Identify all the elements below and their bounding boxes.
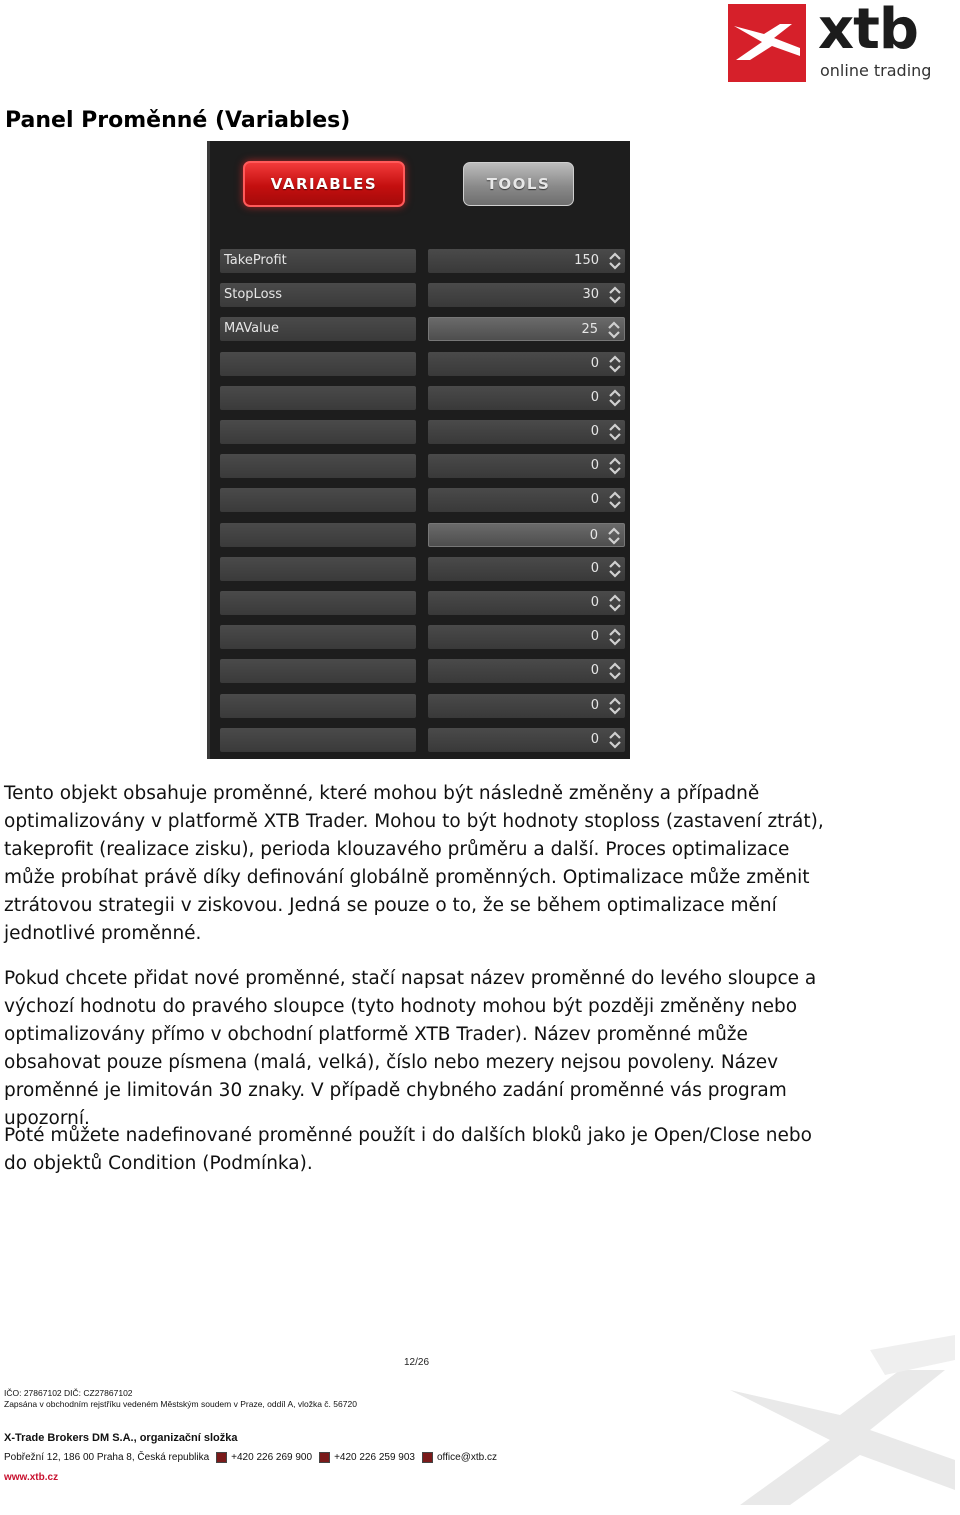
variable-name-input[interactable] [220,386,416,410]
variable-name-input[interactable] [220,659,416,683]
page-number: 12/26 [404,1357,430,1368]
variable-name-input[interactable] [220,694,416,718]
variable-name-input[interactable] [220,728,416,752]
variable-row [220,591,625,615]
fax-icon [319,1452,330,1463]
variable-row [220,420,625,444]
variable-row [220,386,625,410]
email-icon [422,1452,433,1463]
variable-row [220,352,625,376]
up-down-spinner-icon[interactable] [608,661,622,681]
variable-name-input[interactable] [220,523,416,547]
variable-value: 0 [590,697,599,713]
variables-panel [207,141,630,759]
phone-icon [216,1452,227,1463]
variable-value-input[interactable] [428,591,625,615]
variable-value: 0 [590,355,599,371]
variable-value: 0 [590,492,599,508]
variable-value: 0 [590,424,599,439]
variable-name-input[interactable] [220,352,416,376]
variable-row [220,249,625,273]
variable-value-input[interactable] [428,454,625,478]
paragraph-adding-variables: Pokud chcete přidat nové proměnné, stačí napsat název proměnné do levého sloupce a výchozí hodnotu do pravého sloupce (tyto hodnoty mohou být později změněny nebo optimalizovány přímo v obchodní platformě XTB Trader). Název proměnné může obsahovat pouze písmena (malá, velká), číslo nebo mezery nejsou povoleny. Název proměnné je limitován 30 znaky. V případě chybného zadání proměnné vás program upozorní. [4,968,817,1129]
up-down-spinner-icon[interactable] [607,320,621,340]
footer-email[interactable]: office@xtb.cz [436,1452,497,1463]
variable-value-input[interactable] [428,352,625,376]
up-down-spinner-icon[interactable] [608,730,622,750]
variable-name-input[interactable] [220,591,416,615]
variable-value: 25 [581,322,598,338]
variable-value: 0 [590,389,599,405]
up-down-spinner-icon[interactable] [608,593,622,613]
up-down-spinner-icon[interactable] [607,526,621,546]
variable-value: 0 [590,629,599,645]
tab-variables[interactable]: VARIABLES [243,161,405,207]
variable-name-input[interactable] [220,625,416,649]
variable-value-input[interactable] [428,625,625,649]
variable-value: 150 [574,253,599,268]
up-down-spinner-icon[interactable] [608,422,622,442]
footer-contact [4,1452,497,1463]
variable-value: 0 [589,527,598,543]
variable-row [220,488,625,512]
variable-value-input[interactable] [428,557,625,581]
variable-value: 0 [590,458,599,474]
up-down-spinner-icon[interactable] [608,456,622,476]
logo-tagline: online trading [820,61,932,80]
variable-value-input[interactable] [428,659,625,683]
xtb-logo [728,0,936,84]
paragraph-intro: Tento objekt obsahuje proměnné, které mohou být následně změněny a případně optimalizovány v platformě XTB Trader. Mohou to být hodnoty stoploss (zastavení ztrát), takeprofit (realizace zisku), perioda klouzavého průměru a další. Proces optimalizace může probíhat právě díky definování globálně proměnných. Optimalizace může změnit ztrátovou strategii v ziskovou. Jedná se pouze o to, že se během optimalizace mění jednotlivé proměnné. [4,783,824,944]
xtb-watermark-icon [720,1330,960,1515]
footer-company: X-Trade Brokers DM S.A., organizační složka [4,1432,238,1444]
paragraph-usage: Poté můžete nadefinované proměnné použít i do dalších bloků jako je Open/Close nebo do objektů Condition (Podmínka). [4,1125,812,1174]
up-down-spinner-icon[interactable] [608,285,622,305]
variable-row [220,694,625,718]
variable-value: 0 [590,560,599,576]
xtb-logo-mark-icon [728,4,806,82]
variable-row [220,557,625,581]
up-down-spinner-icon[interactable] [608,490,622,510]
up-down-spinner-icon[interactable] [608,696,622,716]
variable-value-input[interactable] [428,283,625,307]
footer-phone-2: +420 226 259 903 [334,1452,415,1463]
up-down-spinner-icon[interactable] [608,627,622,647]
variable-value-input[interactable] [428,420,625,444]
variable-value: 0 [590,731,599,747]
variable-name-input[interactable] [220,454,416,478]
footer-website-link[interactable]: www.xtb.cz [4,1472,59,1483]
variable-value-input[interactable] [428,249,625,273]
up-down-spinner-icon[interactable] [608,354,622,374]
variable-name-input[interactable] [220,488,416,512]
variable-row [220,523,625,547]
variable-name-input[interactable]: MAValue [220,317,416,341]
variable-row [220,317,625,341]
logo-brand: xtb [818,0,918,62]
up-down-spinner-icon[interactable] [608,559,622,579]
variable-name-input[interactable]: StopLoss [220,283,416,307]
footer-phone-1: +420 226 269 900 [231,1452,313,1463]
variable-value-input[interactable] [428,386,625,410]
variable-value-input[interactable] [428,488,625,512]
variable-value-input[interactable] [428,694,625,718]
variable-row [220,625,625,649]
variable-row [220,728,625,752]
variable-name-input[interactable]: TakeProfit [220,249,416,273]
variable-value: 30 [582,287,599,303]
footer-ico: IČO: 27867102 DIČ: CZ27867102 [4,1388,133,1398]
variable-value-input[interactable] [428,728,625,752]
page-title: Panel Proměnné (Variables) [5,108,351,133]
variable-value: 0 [590,663,599,679]
up-down-spinner-icon[interactable] [608,388,622,408]
variable-value: 0 [590,595,599,610]
variable-name-input[interactable] [220,420,416,444]
variable-value-input[interactable] [428,317,625,341]
variable-row [220,454,625,478]
variable-value-input[interactable] [428,523,625,547]
footer-registry: Zapsána v obchodním rejstříku vedeném Městským soudem v Praze, oddíl A, vložka č. 56720 [4,1399,357,1409]
variable-row [220,659,625,683]
variable-row [220,283,625,307]
footer-address: Pobřežní 12, 186 00 Praha 8, Česká republika [4,1452,210,1463]
up-down-spinner-icon[interactable] [608,251,622,271]
variable-name-input[interactable] [220,557,416,581]
tab-tools[interactable]: TOOLS [463,162,574,206]
